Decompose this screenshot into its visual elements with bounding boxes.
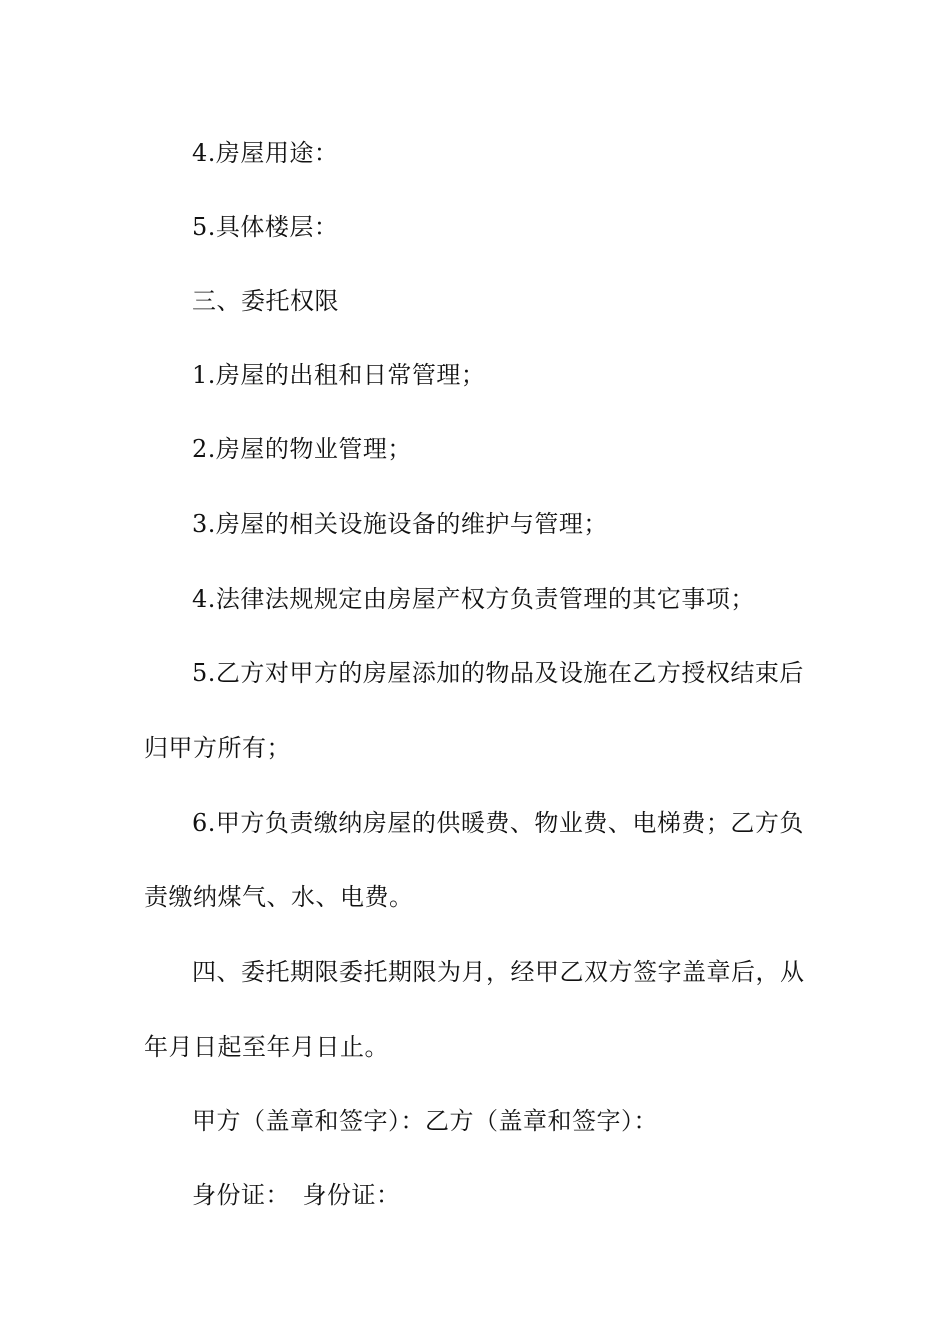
authority-item-6-line-1: 6.甲方负责缴纳房屋的供暖费、物业费、电梯费；乙方负: [192, 809, 804, 837]
id-card-line: 身份证： 身份证：: [192, 1181, 401, 1209]
authority-item-6-line-2: 责缴纳煤气、水、电费。: [144, 883, 414, 911]
authority-item-3: 3.房屋的相关设施设备的维护与管理；: [192, 510, 608, 538]
line-floor: 5.具体楼层：: [192, 213, 339, 241]
authority-item-5-line-2: 归甲方所有；: [144, 734, 291, 762]
signature-line: 甲方（盖章和签字）：乙方（盖章和签字）：: [192, 1107, 658, 1135]
authority-item-5-line-1: 5.乙方对甲方的房屋添加的物品及设施在乙方授权结束后: [192, 659, 804, 687]
section-heading-authority: 三、委托权限: [192, 287, 339, 315]
section-term-line-2: 年月日起至年月日止。: [144, 1033, 389, 1061]
section-term-line-1: 四、委托期限委托期限为月，经甲乙双方签字盖章后，从: [192, 958, 805, 986]
line-usage: 4.房屋用途：: [192, 139, 339, 167]
authority-item-1: 1.房屋的出租和日常管理；: [192, 361, 486, 389]
authority-item-2: 2.房屋的物业管理；: [192, 435, 412, 463]
authority-item-4: 4.法律法规规定由房屋产权方负责管理的其它事项；: [192, 585, 755, 613]
